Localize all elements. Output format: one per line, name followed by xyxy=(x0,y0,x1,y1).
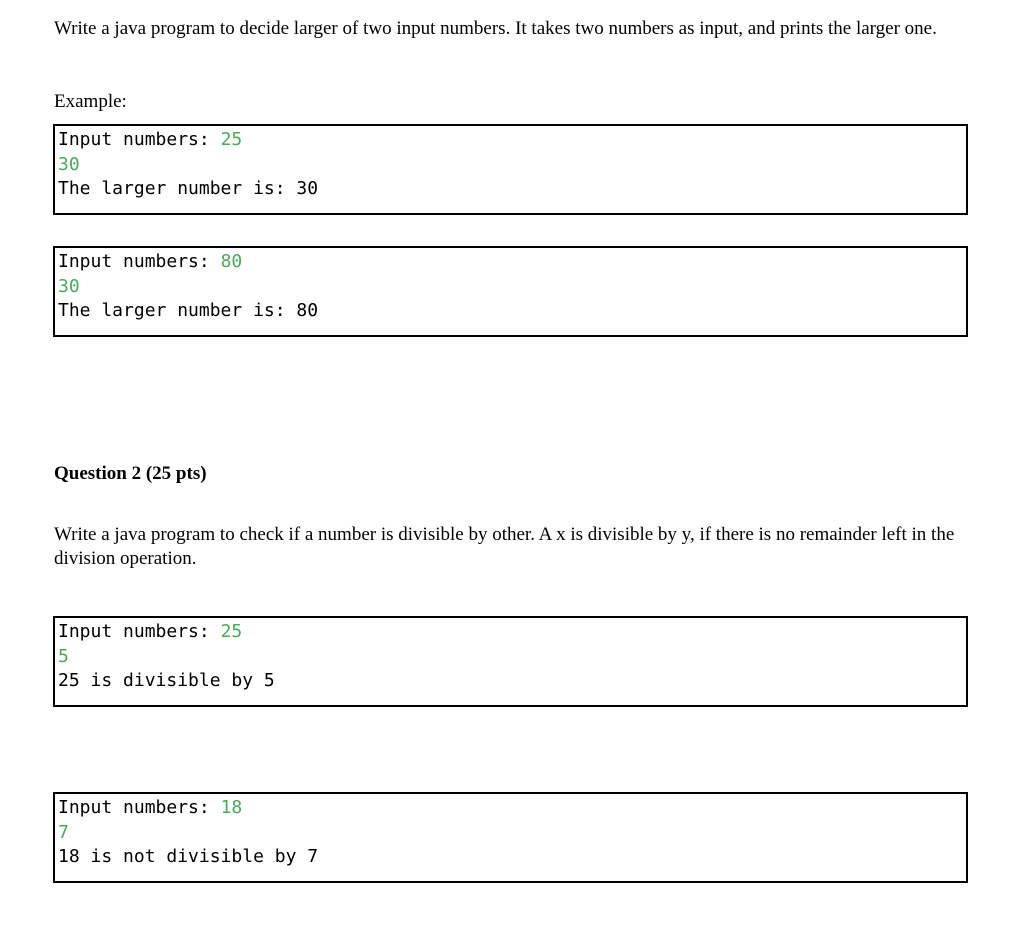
example-label: Example: xyxy=(54,91,127,112)
console-input-2: 30 xyxy=(58,153,80,175)
question2-description: Write a java program to check if a number is divisible by other. A x is divisible by y, if there is no remainder left in the division operation. xyxy=(54,524,955,569)
console-line-prompt xyxy=(58,250,966,275)
question2-title: Question 2 (25 pts) xyxy=(54,463,207,484)
console-input-2: 30 xyxy=(58,275,80,297)
example-console-2 xyxy=(53,246,968,337)
console-input-2: 7 xyxy=(58,821,69,843)
console-prompt: Input numbers: xyxy=(58,251,221,272)
console-prompt: Input numbers: xyxy=(58,129,221,150)
console-line-prompt xyxy=(58,796,966,821)
example-console-1 xyxy=(53,124,968,215)
console-output: 18 is not divisible by 7 xyxy=(58,846,319,867)
console-input-1: 25 xyxy=(220,621,243,642)
console-input-1: 80 xyxy=(220,251,243,272)
console-prompt: Input numbers: xyxy=(58,621,221,642)
console-output: 25 is divisible by 5 xyxy=(58,670,275,691)
console-output: The larger number is: 30 xyxy=(58,178,319,199)
console-line-prompt xyxy=(58,620,966,645)
console-prompt: Input numbers: xyxy=(58,797,221,818)
console-output: The larger number is: 80 xyxy=(58,300,319,321)
console-input-1: 18 xyxy=(220,797,243,818)
question1-description: Write a java program to decide larger of two input numbers. It takes two numbers as input, and prints the larger one. xyxy=(54,18,937,39)
example-console-4 xyxy=(53,792,968,883)
example-console-3 xyxy=(53,616,968,707)
console-input-2: 5 xyxy=(58,645,69,667)
console-line-prompt xyxy=(58,128,966,153)
console-input-1: 25 xyxy=(220,129,243,150)
